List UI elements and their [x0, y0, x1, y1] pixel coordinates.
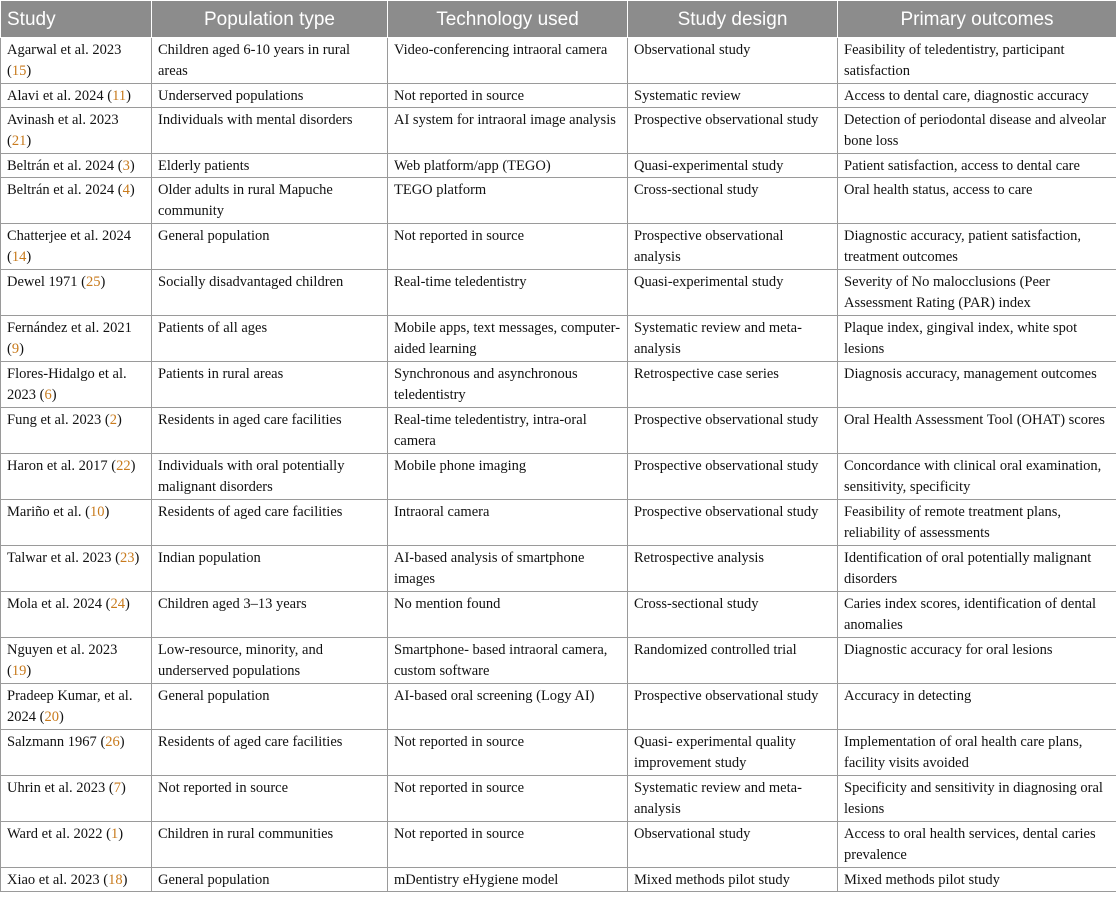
population-cell: General population [152, 868, 388, 892]
design-cell: Prospective observational study [628, 500, 838, 546]
technology-cell: Intraoral camera [388, 500, 628, 546]
reference-link[interactable]: 2 [109, 412, 117, 428]
study-cell: Xiao et al. 2023 (18) [1, 868, 152, 892]
study-name: Salzmann 1967 [7, 734, 97, 750]
table-row [1, 730, 1116, 776]
technology-cell: Smartphone- based intraoral camera, custom software [388, 638, 628, 684]
reference-link[interactable]: 1 [110, 826, 119, 842]
outcomes-cell: Concordance with clinical oral examination, sensitivity, specificity [838, 454, 1116, 500]
table-row [1, 154, 1116, 178]
table-row [1, 224, 1116, 270]
technology-cell: Real-time teledentistry [388, 270, 628, 316]
study-cell: Fung et al. 2023 (2) [1, 408, 152, 454]
study-name: Avinash et al. 2023 [7, 112, 119, 128]
study-name: Alavi et al. 2024 [7, 88, 104, 104]
design-cell: Prospective observational study [628, 684, 838, 730]
population-cell: Individuals with oral potentially malignant disorders [152, 454, 388, 500]
study-name: Mola et al. 2024 [7, 596, 103, 612]
study-cell: Fernández et al. 2021 (9) [1, 316, 152, 362]
table-row [1, 408, 1116, 454]
outcomes-cell: Diagnostic accuracy for oral lesions [838, 638, 1116, 684]
table-row [1, 868, 1116, 892]
reference-link[interactable]: 19 [11, 663, 27, 679]
design-cell: Prospective observational study [628, 408, 838, 454]
technology-cell: Mobile phone imaging [388, 454, 628, 500]
outcomes-cell: Feasibility of remote treatment plans, reliability of assessments [838, 500, 1116, 546]
study-cell: Agarwal et al. 2023 (15) [1, 38, 152, 84]
population-cell: Residents of aged care facilities [152, 500, 388, 546]
study-name: Haron et al. 2017 [7, 458, 108, 474]
column-header-population: Population type [152, 1, 388, 38]
table-row [1, 776, 1116, 822]
population-cell: Elderly patients [152, 154, 388, 178]
column-header-study: Study [1, 1, 152, 38]
table-row [1, 638, 1116, 684]
population-cell: Low-resource, minority, and underserved populations [152, 638, 388, 684]
design-cell: Quasi-experimental study [628, 270, 838, 316]
design-cell: Observational study [628, 38, 838, 84]
study-name: Fung et al. 2023 [7, 412, 102, 428]
reference-link[interactable]: 4 [122, 182, 130, 198]
population-cell: Residents of aged care facilities [152, 730, 388, 776]
table-row [1, 178, 1116, 224]
study-cell: Beltrán et al. 2024 (3) [1, 154, 152, 178]
reference-link[interactable]: 23 [119, 550, 135, 566]
technology-cell: TEGO platform [388, 178, 628, 224]
study-cell: Haron et al. 2017 (22) [1, 454, 152, 500]
outcomes-cell: Plaque index, gingival index, white spot lesions [838, 316, 1116, 362]
outcomes-cell: Oral health status, access to care [838, 178, 1116, 224]
design-cell: Cross-sectional study [628, 178, 838, 224]
reference-link[interactable]: 26 [105, 734, 120, 750]
design-cell: Prospective observational study [628, 454, 838, 500]
design-cell: Prospective observational analysis [628, 224, 838, 270]
study-cell: Uhrin et al. 2023 (7) [1, 776, 152, 822]
study-cell: Salzmann 1967 (26) [1, 730, 152, 776]
study-name: Pradeep Kumar, et al. 2024 [7, 688, 133, 725]
outcomes-cell: Diagnostic accuracy, patient satisfaction, treatment outcomes [838, 224, 1116, 270]
design-cell: Observational study [628, 822, 838, 868]
reference-link[interactable]: 9 [11, 341, 20, 357]
outcomes-cell: Access to dental care, diagnostic accuracy [838, 84, 1116, 108]
population-cell: Children in rural communities [152, 822, 388, 868]
population-cell: Older adults in rural Mapuche community [152, 178, 388, 224]
outcomes-cell: Feasibility of teledentistry, participant satisfaction [838, 38, 1116, 84]
study-name: Flores-Hidalgo et al. 2023 [7, 366, 127, 403]
outcomes-cell: Caries index scores, identification of dental anomalies [838, 592, 1116, 638]
study-name: Mariño et al. [7, 504, 82, 520]
column-header-outcomes: Primary outcomes [838, 1, 1116, 38]
outcomes-cell: Oral Health Assessment Tool (OHAT) scores [838, 408, 1116, 454]
table-row [1, 592, 1116, 638]
population-cell: Socially disadvantaged children [152, 270, 388, 316]
study-cell: Avinash et al. 2023 (21) [1, 108, 152, 154]
outcomes-cell: Access to oral health services, dental caries prevalence [838, 822, 1116, 868]
outcomes-cell: Patient satisfaction, access to dental care [838, 154, 1116, 178]
header-row [1, 1, 1116, 38]
study-cell: Talwar et al. 2023 (23) [1, 546, 152, 592]
design-cell: Mixed methods pilot study [628, 868, 838, 892]
reference-link[interactable]: 7 [113, 780, 121, 796]
population-cell: Underserved populations [152, 84, 388, 108]
technology-cell: mDentistry eHygiene model [388, 868, 628, 892]
population-cell: Not reported in source [152, 776, 388, 822]
outcomes-cell: Mixed methods pilot study [838, 868, 1116, 892]
technology-cell: Not reported in source [388, 224, 628, 270]
column-header-design: Study design [628, 1, 838, 38]
study-name: Xiao et al. 2023 [7, 872, 100, 888]
population-cell: Residents in aged care facilities [152, 408, 388, 454]
table-row [1, 316, 1116, 362]
reference-link[interactable]: 15 [11, 63, 27, 79]
column-header-technology: Technology used [388, 1, 628, 38]
table-row [1, 362, 1116, 408]
study-name: Beltrán et al. 2024 [7, 182, 115, 198]
study-cell: Nguyen et al. 2023 (19) [1, 638, 152, 684]
study-name: Chatterjee et al. 2024 [7, 228, 132, 244]
design-cell: Cross-sectional study [628, 592, 838, 638]
study-name: Dewel 1971 [7, 274, 78, 290]
study-name: Nguyen et al. 2023 [7, 642, 118, 658]
reference-link[interactable]: 6 [44, 387, 52, 403]
study-cell: Alavi et al. 2024 (11) [1, 84, 152, 108]
reference-link[interactable]: 22 [116, 458, 131, 474]
table-row [1, 84, 1116, 108]
reference-link[interactable]: 18 [108, 872, 123, 888]
study-cell: Ward et al. 2022 (1) [1, 822, 152, 868]
technology-cell: AI system for intraoral image analysis [388, 108, 628, 154]
design-cell: Systematic review and meta-analysis [628, 776, 838, 822]
study-name: Fernández et al. 2021 [7, 320, 132, 336]
technology-cell: Synchronous and asynchronous teledentistry [388, 362, 628, 408]
outcomes-cell: Implementation of oral health care plans, facility visits avoided [838, 730, 1116, 776]
study-name: Uhrin et al. 2023 [7, 780, 106, 796]
reference-link[interactable]: 11 [112, 88, 127, 104]
reference-link[interactable]: 20 [44, 709, 59, 725]
table-row [1, 108, 1116, 154]
outcomes-cell: Accuracy in detecting [838, 684, 1116, 730]
technology-cell: Video-conferencing intraoral camera [388, 38, 628, 84]
study-cell: Mola et al. 2024 (24) [1, 592, 152, 638]
outcomes-cell: Severity of No malocclusions (Peer Assessment Rating (PAR) index [838, 270, 1116, 316]
design-cell: Systematic review and meta-analysis [628, 316, 838, 362]
table-row [1, 500, 1116, 546]
study-cell: Chatterjee et al. 2024 (14) [1, 224, 152, 270]
population-cell: Children aged 3–13 years [152, 592, 388, 638]
design-cell: Quasi- experimental quality improvement study [628, 730, 838, 776]
study-cell: Flores-Hidalgo et al. 2023 (6) [1, 362, 152, 408]
design-cell: Randomized controlled trial [628, 638, 838, 684]
table-row [1, 546, 1116, 592]
design-cell: Retrospective case series [628, 362, 838, 408]
technology-cell: Not reported in source [388, 776, 628, 822]
technology-cell: Not reported in source [388, 84, 628, 108]
population-cell: Children aged 6-10 years in rural areas [152, 38, 388, 84]
design-cell: Prospective observational study [628, 108, 838, 154]
technology-cell: Web platform/app (TEGO) [388, 154, 628, 178]
reference-link[interactable]: 3 [122, 158, 130, 174]
study-cell: Pradeep Kumar, et al. 2024 (20) [1, 684, 152, 730]
technology-cell: Real-time teledentistry, intra-oral camera [388, 408, 628, 454]
population-cell: Patients of all ages [152, 316, 388, 362]
reference-link[interactable]: 21 [11, 133, 27, 149]
study-name: Beltrán et al. 2024 [7, 158, 115, 174]
study-cell: Mariño et al. (10) [1, 500, 152, 546]
reference-link[interactable]: 25 [85, 274, 101, 290]
design-cell: Retrospective analysis [628, 546, 838, 592]
design-cell: Systematic review [628, 84, 838, 108]
study-name: Ward et al. 2022 [7, 826, 103, 842]
study-cell: Beltrán et al. 2024 (4) [1, 178, 152, 224]
population-cell: General population [152, 684, 388, 730]
population-cell: Indian population [152, 546, 388, 592]
population-cell: General population [152, 224, 388, 270]
reference-link[interactable]: 14 [11, 249, 27, 265]
population-cell: Individuals with mental disorders [152, 108, 388, 154]
study-name: Agarwal et al. 2023 [7, 42, 122, 58]
outcomes-cell: Identification of oral potentially malignant disorders [838, 546, 1116, 592]
technology-cell: No mention found [388, 592, 628, 638]
technology-cell: AI-based oral screening (Logy AI) [388, 684, 628, 730]
technology-cell: Not reported in source [388, 822, 628, 868]
table-row [1, 454, 1116, 500]
technology-cell: Mobile apps, text messages, computer-aided learning [388, 316, 628, 362]
study-cell: Dewel 1971 (25) [1, 270, 152, 316]
outcomes-cell: Specificity and sensitivity in diagnosing oral lesions [838, 776, 1116, 822]
design-cell: Quasi-experimental study [628, 154, 838, 178]
study-name: Talwar et al. 2023 [7, 550, 112, 566]
outcomes-cell: Detection of periodontal disease and alveolar bone loss [838, 108, 1116, 154]
reference-link[interactable]: 10 [89, 504, 105, 520]
population-cell: Patients in rural areas [152, 362, 388, 408]
technology-cell: AI-based analysis of smartphone images [388, 546, 628, 592]
reference-link[interactable]: 24 [110, 596, 126, 612]
outcomes-cell: Diagnosis accuracy, management outcomes [838, 362, 1116, 408]
table-row [1, 38, 1116, 84]
table-row [1, 822, 1116, 868]
technology-cell: Not reported in source [388, 730, 628, 776]
table-row [1, 684, 1116, 730]
table-row [1, 270, 1116, 316]
